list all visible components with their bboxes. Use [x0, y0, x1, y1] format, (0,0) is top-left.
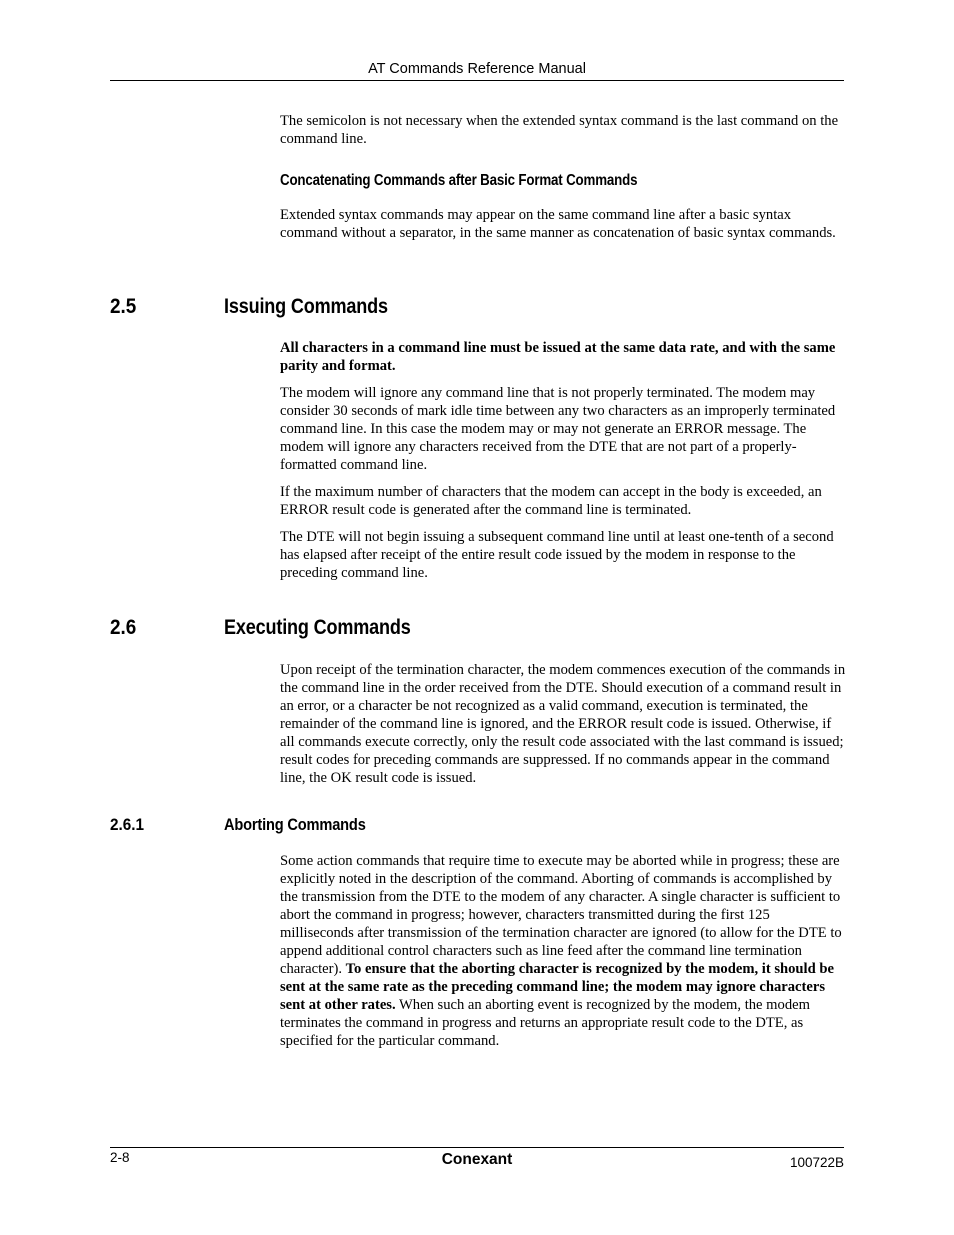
header-rule: [110, 80, 844, 81]
section-title-issuing-commands: Issuing Commands: [224, 295, 388, 318]
intro-paragraph-2: [280, 206, 846, 242]
issuing-paragraph-1: [280, 384, 846, 474]
footer-doc-number: 100722B: [789, 1155, 844, 1170]
aborting-text: [280, 852, 846, 1050]
issuing-bold-text: All characters in a command line must be issued at the same data rate, and with the same parity and format.: [280, 340, 836, 374]
executing-text-1: Upon receipt of the termination character, the modem commences execution of the commands in the command line in the order received from the DTE. Should execution of a command result in an error, or a character be not recognized as a valid command, execution is terminated, the remainder of the command line is ignored, and the ERROR result code is issued. Otherwise, if all commands execute correctly, only the result code associated with the last command is issued; result codes for preceding commands are suppressed. If no commands appear in the command line, the OK result code is issued.: [280, 662, 846, 786]
issuing-bold-paragraph: [280, 339, 846, 375]
aborting-paragraph: [280, 852, 846, 1050]
section-title-executing-commands: Executing Commands: [224, 616, 411, 639]
issuing-text-1: The modem will ignore any command line that is not properly terminated. The modem may consider 30 seconds of mark idle time between any two characters as an improperly terminated command line. In this case the modem may or may not generate an ERROR message. The modem will ignore any characters received from the DTE that are not part of a properly-formatted command line.: [280, 385, 836, 473]
issuing-text-3: The DTE will not begin issuing a subsequent command line until at least one-tenth of a second has elapsed after receipt of the entire result code issued by the modem in response to the preceding command line.: [280, 529, 834, 581]
executing-paragraph-1: [280, 661, 846, 787]
intro-paragraph-1: [280, 112, 846, 148]
issuing-paragraph-2: [280, 483, 846, 519]
issuing-paragraph-3: [280, 528, 846, 582]
aborting-text-part-1: Some action commands that require time to execute may be aborted while in progress; these are explicitly noted in the description of the command. Aborting of commands is accomplished by the transmission from the DTE to the modem of any character. A single character is sufficient to abort the command in progress; however, characters transmitted during the first 125 milliseconds after transmission of the termination character are ignored (to allow for the DTE to append additional control characters such as line feed after the command line termination character).: [280, 853, 842, 977]
intro-text-1: The semicolon is not necessary when the extended syntax command is the last command on the command line.: [280, 113, 839, 147]
section-number-2-5: 2.5: [110, 295, 137, 318]
aborting-text-part-2: When such an aborting event is recognized by the modem, the modem terminates the command in progress and returns an appropriate result code to the DTE, as specified for the particular command.: [280, 997, 810, 1049]
footer-rule: [110, 1147, 844, 1148]
concatenating-subheading: Concatenating Commands after Basic Format Commands: [280, 172, 638, 189]
running-header-title: AT Commands Reference Manual: [368, 61, 586, 77]
section-number-2-6: 2.6: [110, 616, 137, 639]
section-number-2-6-1: 2.6.1: [110, 815, 145, 834]
aborting-text-bold: To ensure that the aborting character is recognized by the modem, it should be sent at the same rate as the preceding command line; the modem may ignore characters sent at other rates.: [280, 961, 834, 1013]
footer-page-number: 2-8: [110, 1150, 130, 1165]
intro-text-2: Extended syntax commands may appear on the same command line after a basic syntax command without a separator, in the same manner as concatenation of basic syntax commands.: [280, 207, 836, 241]
issuing-text-2: If the maximum number of characters that the modem can accept in the body is exceeded, an ERROR result code is generated after the command line is terminated.: [280, 484, 822, 518]
section-title-aborting-commands: Aborting Commands: [224, 815, 366, 834]
footer-company: Conexant: [441, 1151, 513, 1168]
